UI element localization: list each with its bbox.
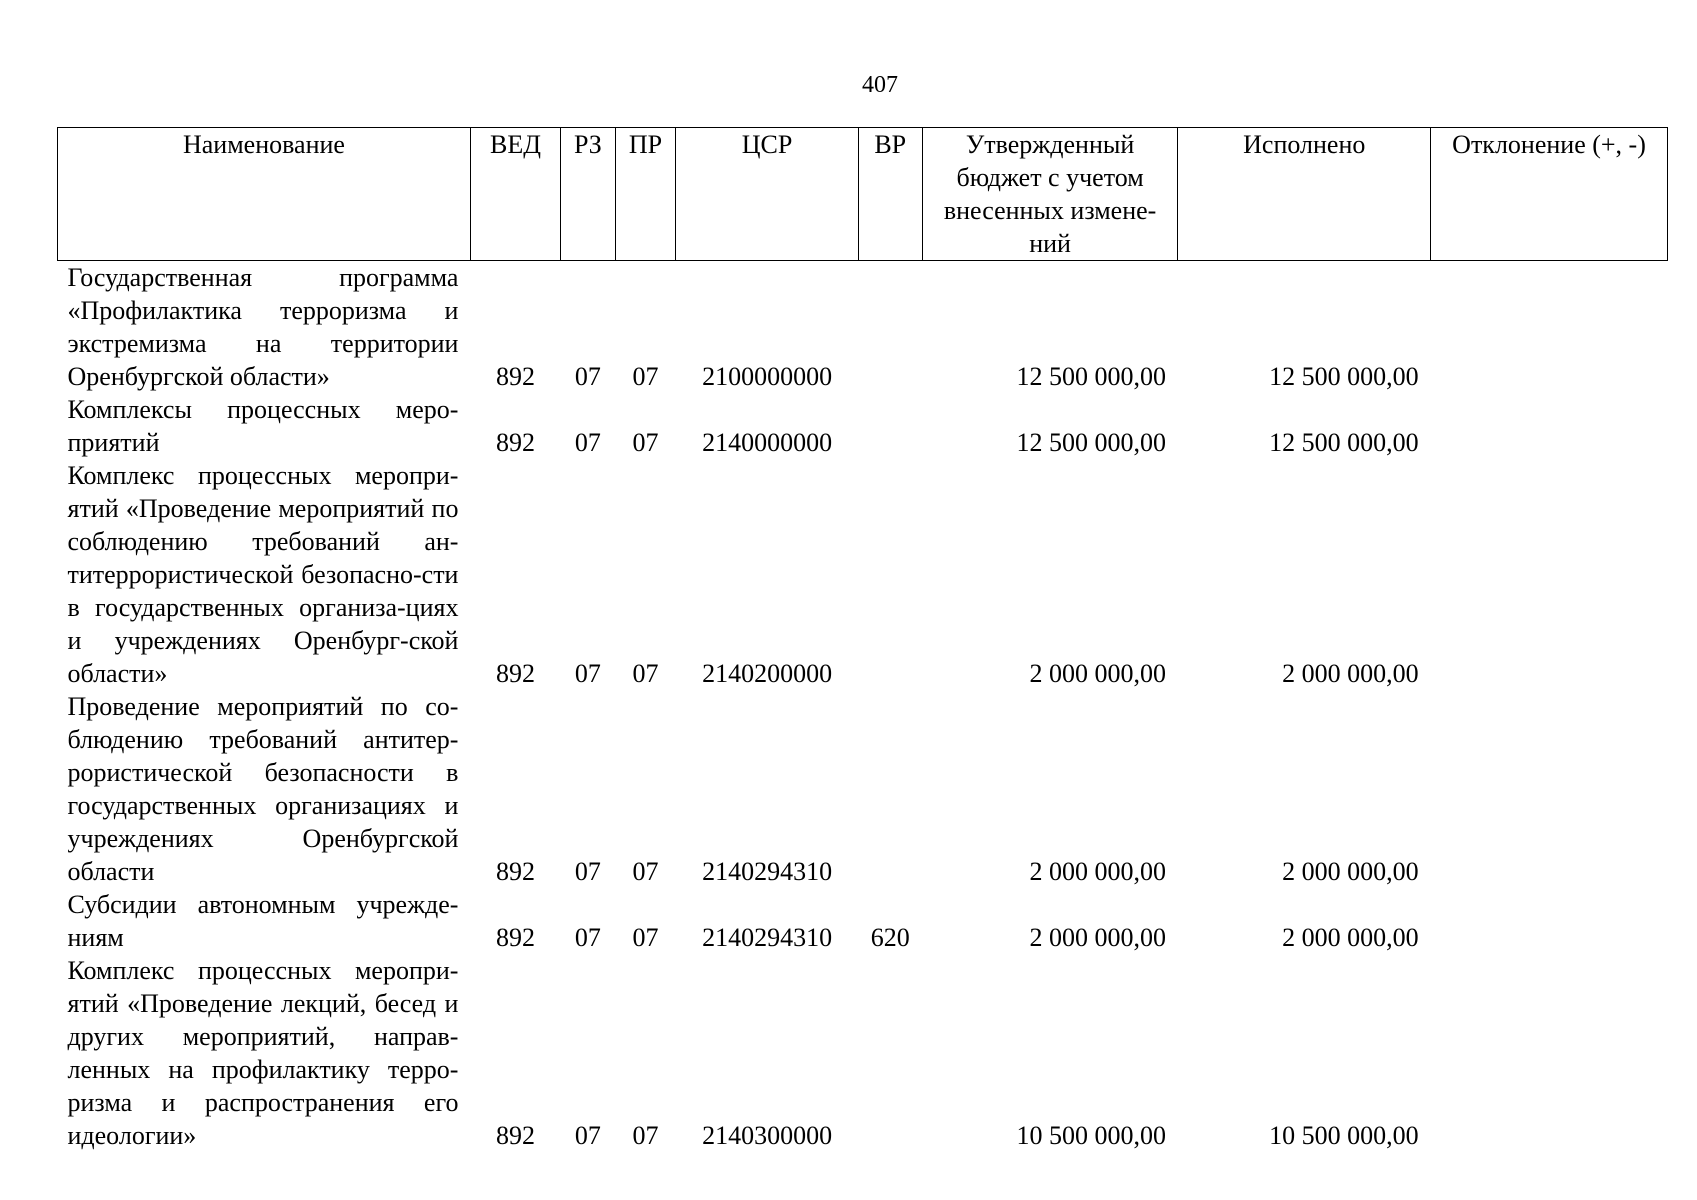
- header-rz: РЗ: [561, 128, 616, 261]
- row-rz: 07: [574, 923, 601, 952]
- row-executed: 2 000 000,00: [1282, 857, 1419, 886]
- row-csr: 2140200000: [702, 659, 833, 688]
- row-deviation: [1431, 459, 1668, 690]
- row-csr: 2140000000: [702, 428, 833, 457]
- row-vr: 620: [870, 923, 910, 952]
- row-name: Проведение мероприятий по со-блюдению требований антитер-рористической безопасности в государственных организациях и учреждениях Оренбургской области: [67, 692, 459, 886]
- row-deviation: [1431, 690, 1668, 888]
- table-row: [58, 690, 1668, 888]
- table-header-row: [58, 128, 1668, 261]
- row-pr: 07: [632, 428, 659, 457]
- header-approved-budget: Утвержденный бюджет с учетом внесенных измене-ний: [922, 128, 1178, 261]
- row-pr: 07: [632, 659, 659, 688]
- header-vr: ВР: [858, 128, 922, 261]
- row-ved: 892: [496, 659, 536, 688]
- row-approved: 12 500 000,00: [1016, 362, 1166, 391]
- table-row: [58, 393, 1668, 459]
- header-deviation: Отклонение (+, -): [1431, 128, 1668, 261]
- row-rz: 07: [574, 857, 601, 886]
- row-deviation: [1431, 888, 1668, 954]
- row-rz: 07: [574, 362, 601, 391]
- row-deviation: [1431, 954, 1668, 1152]
- row-approved: 12 500 000,00: [1016, 428, 1166, 457]
- header-executed: Исполнено: [1178, 128, 1431, 261]
- row-deviation: [1431, 261, 1668, 394]
- row-pr: 07: [632, 857, 659, 886]
- row-approved: 10 500 000,00: [1016, 1121, 1166, 1150]
- row-ved: 892: [496, 1121, 536, 1150]
- header-pr: ПР: [615, 128, 676, 261]
- table-row: [58, 888, 1668, 954]
- row-pr: 07: [632, 1121, 659, 1150]
- table-row: [58, 954, 1668, 1152]
- row-rz: 07: [574, 1121, 601, 1150]
- row-ved: 892: [496, 857, 536, 886]
- row-vr: [858, 261, 922, 394]
- row-ved: 892: [496, 428, 536, 457]
- header-csr: ЦСР: [676, 128, 858, 261]
- row-pr: 07: [632, 362, 659, 391]
- row-ved: 892: [496, 923, 536, 952]
- table-row: [58, 459, 1668, 690]
- row-name: Комплексы процессных меро-приятий: [67, 395, 459, 457]
- row-name: Государственная программа «Профилактика терроризма и экстремизма на территории Оренбургской области»: [67, 263, 459, 391]
- row-name: Комплекс процессных меропри-ятий «Проведение мероприятий по соблюдению требований ан-титеррористической безопасно-сти в государственных организа-циях и учреждениях Оренбург-ской области»: [67, 461, 459, 688]
- row-vr: [858, 954, 922, 1152]
- row-executed: 12 500 000,00: [1269, 362, 1419, 391]
- row-approved: 2 000 000,00: [1029, 659, 1166, 688]
- row-vr: [858, 393, 922, 459]
- row-approved: 2 000 000,00: [1029, 923, 1166, 952]
- row-executed: 12 500 000,00: [1269, 428, 1419, 457]
- row-csr: 2140294310: [702, 923, 833, 952]
- row-ved: 892: [496, 362, 536, 391]
- page-number: 407: [862, 72, 898, 98]
- row-pr: 07: [632, 923, 659, 952]
- row-csr: 2140294310: [702, 857, 833, 886]
- row-name: Комплекс процессных меропри-ятий «Проведение лекций, бесед и других мероприятий, направ-ленных на профилактику терро-ризма и распространения его идеологии»: [67, 956, 459, 1150]
- row-vr: [858, 459, 922, 690]
- row-csr: 2100000000: [702, 362, 833, 391]
- row-csr: 2140300000: [702, 1121, 833, 1150]
- budget-execution-table: [57, 127, 1668, 1152]
- row-name: Субсидии автономным учрежде-ниям: [67, 890, 459, 952]
- row-executed: 10 500 000,00: [1269, 1121, 1419, 1150]
- header-name: Наименование: [58, 128, 471, 261]
- row-executed: 2 000 000,00: [1282, 659, 1419, 688]
- header-ved: ВЕД: [470, 128, 560, 261]
- row-rz: 07: [574, 428, 601, 457]
- row-rz: 07: [574, 659, 601, 688]
- table-row: [58, 261, 1668, 394]
- row-approved: 2 000 000,00: [1029, 857, 1166, 886]
- row-executed: 2 000 000,00: [1282, 923, 1419, 952]
- row-vr: [858, 690, 922, 888]
- row-deviation: [1431, 393, 1668, 459]
